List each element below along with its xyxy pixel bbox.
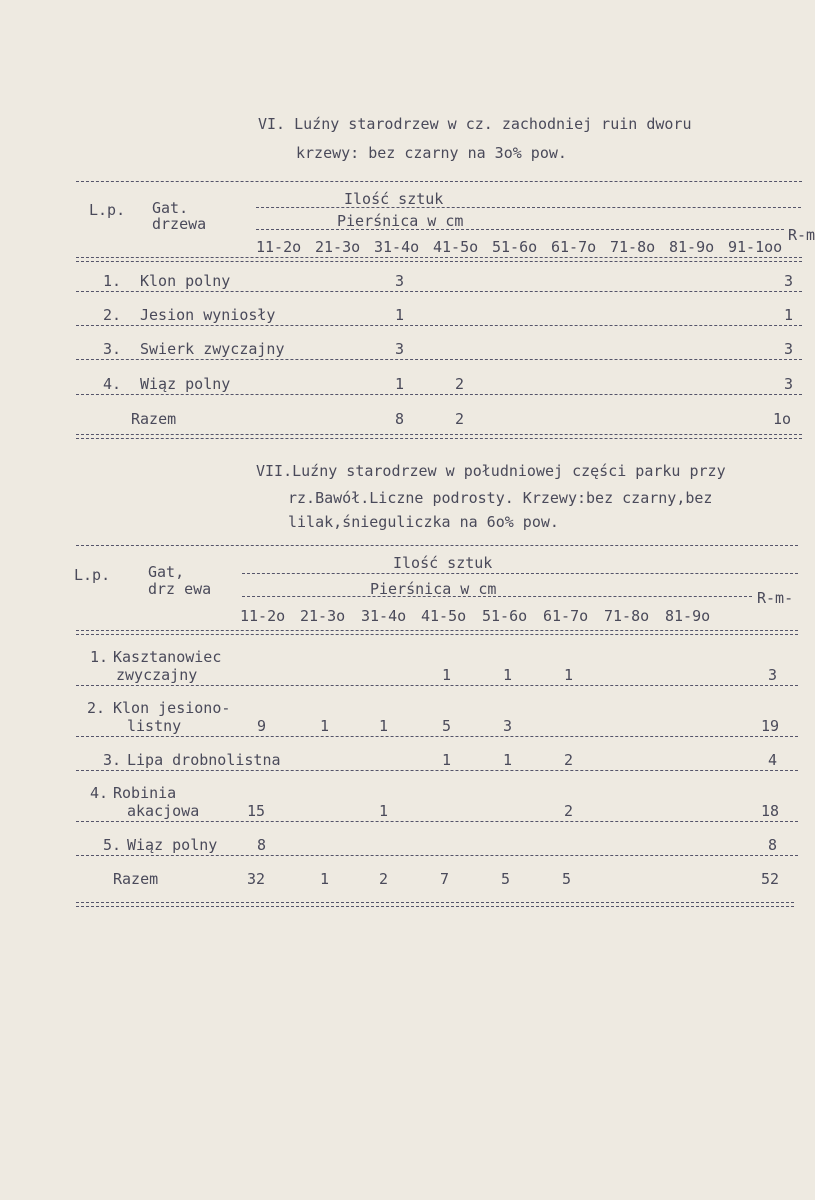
header-rm: R-m (788, 226, 815, 244)
row-species: Swierk zwyczajny (140, 340, 285, 358)
row-value: 3 (395, 340, 405, 358)
row-value: 1 (320, 717, 330, 735)
section-title-line: VI. Luźny starodrzew w cz. zachodniej ruin dworu (258, 115, 692, 133)
range-header: 61-7o (551, 238, 597, 256)
table-end-rule (76, 902, 794, 907)
row-number: 1. (103, 272, 122, 290)
range-header: 11-2o (240, 607, 286, 625)
range-header: 31-4o (374, 238, 420, 256)
row-rule (76, 685, 798, 686)
row-value: 1 (442, 666, 452, 684)
row-total: 4 (767, 751, 777, 769)
header-piersnica: Pierśnica w cm (370, 580, 497, 598)
row-rule (76, 736, 798, 737)
range-header: 31-4o (361, 607, 407, 625)
row-value: 2 (564, 751, 574, 769)
range-header: 81-9o (665, 607, 711, 625)
razem-value: 2 (379, 870, 389, 888)
row-species: Klon polny (140, 272, 231, 290)
header-lp: L.p. (74, 566, 111, 584)
table-rule (76, 545, 798, 546)
row-value: 15 (247, 802, 266, 820)
header-gat: Gat. (152, 199, 189, 217)
row-number: 5. (103, 836, 122, 854)
row-value: 8 (257, 836, 267, 854)
table-rule (242, 573, 798, 574)
table-rule (76, 630, 798, 631)
row-species: Kasztanowiec (113, 648, 222, 666)
range-header: 51-6o (492, 238, 538, 256)
range-header: 41-5o (421, 607, 467, 625)
table-rule (76, 634, 798, 635)
row-value: 1 (503, 751, 513, 769)
header-rm: R-m- (757, 589, 794, 607)
range-header: 61-7o (543, 607, 589, 625)
row-rule (76, 821, 798, 822)
row-value: 1 (564, 666, 574, 684)
row-total: 18 (760, 802, 779, 820)
row-number: 4. (90, 784, 109, 802)
row-number: 2. (103, 306, 122, 324)
range-header: 81-9o (669, 238, 715, 256)
row-total: 19 (760, 717, 779, 735)
row-value: 1 (395, 375, 405, 393)
row-value: 3 (503, 717, 513, 735)
row-species: akacjowa (127, 802, 200, 820)
row-rule (76, 855, 798, 856)
razem-label: Razem (131, 410, 177, 428)
row-species: Wiąz polny (140, 375, 231, 393)
row-number: 3. (103, 340, 122, 358)
razem-value: 8 (395, 410, 405, 428)
razem-value: 5 (501, 870, 511, 888)
row-value: 1 (379, 802, 389, 820)
row-value: 1 (379, 717, 389, 735)
razem-value: 5 (562, 870, 572, 888)
section-title-line: rz.Bawół.Liczne podrosty. Krzewy:bez czarny,bez (288, 489, 713, 507)
row-value: 2 (455, 375, 465, 393)
header-lp: L.p. (89, 201, 126, 219)
row-species: Robinia (113, 784, 177, 802)
row-number: 2. (87, 699, 106, 717)
razem-value: 32 (247, 870, 266, 888)
row-total: 3 (767, 666, 777, 684)
section-title-line: lilak,śnieguliczka na 6o% pow. (288, 513, 559, 531)
row-value: 1 (503, 666, 513, 684)
row-rule (76, 770, 798, 771)
section-title-line: VII.Luźny starodrzew w południowej części parku przy (256, 462, 726, 480)
row-total: 8 (767, 836, 777, 854)
row-number: 1. (90, 648, 109, 666)
section-title-line: krzewy: bez czarny na 3o% pow. (296, 144, 567, 162)
range-header: 71-8o (610, 238, 656, 256)
range-header: 21-3o (300, 607, 346, 625)
header-gat: Gat, (148, 563, 185, 581)
range-header: 51-6o (482, 607, 528, 625)
row-value: 9 (257, 717, 267, 735)
row-value: 5 (442, 717, 452, 735)
header-ilosc: Ilość sztuk (344, 190, 444, 208)
row-total: 3 (783, 340, 793, 358)
range-header: 91-1oo (728, 238, 783, 256)
razem-label: Razem (113, 870, 159, 888)
row-number: 3. (103, 751, 122, 769)
row-value: 2 (564, 802, 574, 820)
header-gat: drzewa (152, 215, 207, 233)
row-species: Klon jesiono- (113, 699, 231, 717)
razem-value: 1 (320, 870, 330, 888)
row-species: listny (127, 717, 182, 735)
range-header: 21-3o (315, 238, 361, 256)
razem-total: 1o (772, 410, 791, 428)
razem-value: 7 (440, 870, 450, 888)
header-ilosc: Ilość sztuk (393, 554, 493, 572)
row-number: 4. (103, 375, 122, 393)
row-species: zwyczajny (116, 666, 198, 684)
table-rule (242, 596, 752, 597)
row-total: 3 (783, 272, 793, 290)
range-header: 11-2o (256, 238, 302, 256)
header-piersnica: Pierśnica w cm (337, 212, 464, 230)
row-value: 1 (395, 306, 405, 324)
row-value: 3 (395, 272, 405, 290)
range-header: 71-8o (604, 607, 650, 625)
row-species: Wiąz polny (127, 836, 218, 854)
range-header: 41-5o (433, 238, 479, 256)
row-total: 1 (783, 306, 793, 324)
row-total: 3 (783, 375, 793, 393)
header-gat: drz ewa (148, 580, 212, 598)
row-species: Jesion wyniosły (140, 306, 276, 324)
row-species: Lipa drobnolistna (127, 751, 281, 769)
row-value: 1 (442, 751, 452, 769)
razem-total: 52 (760, 870, 779, 888)
razem-value: 2 (455, 410, 465, 428)
